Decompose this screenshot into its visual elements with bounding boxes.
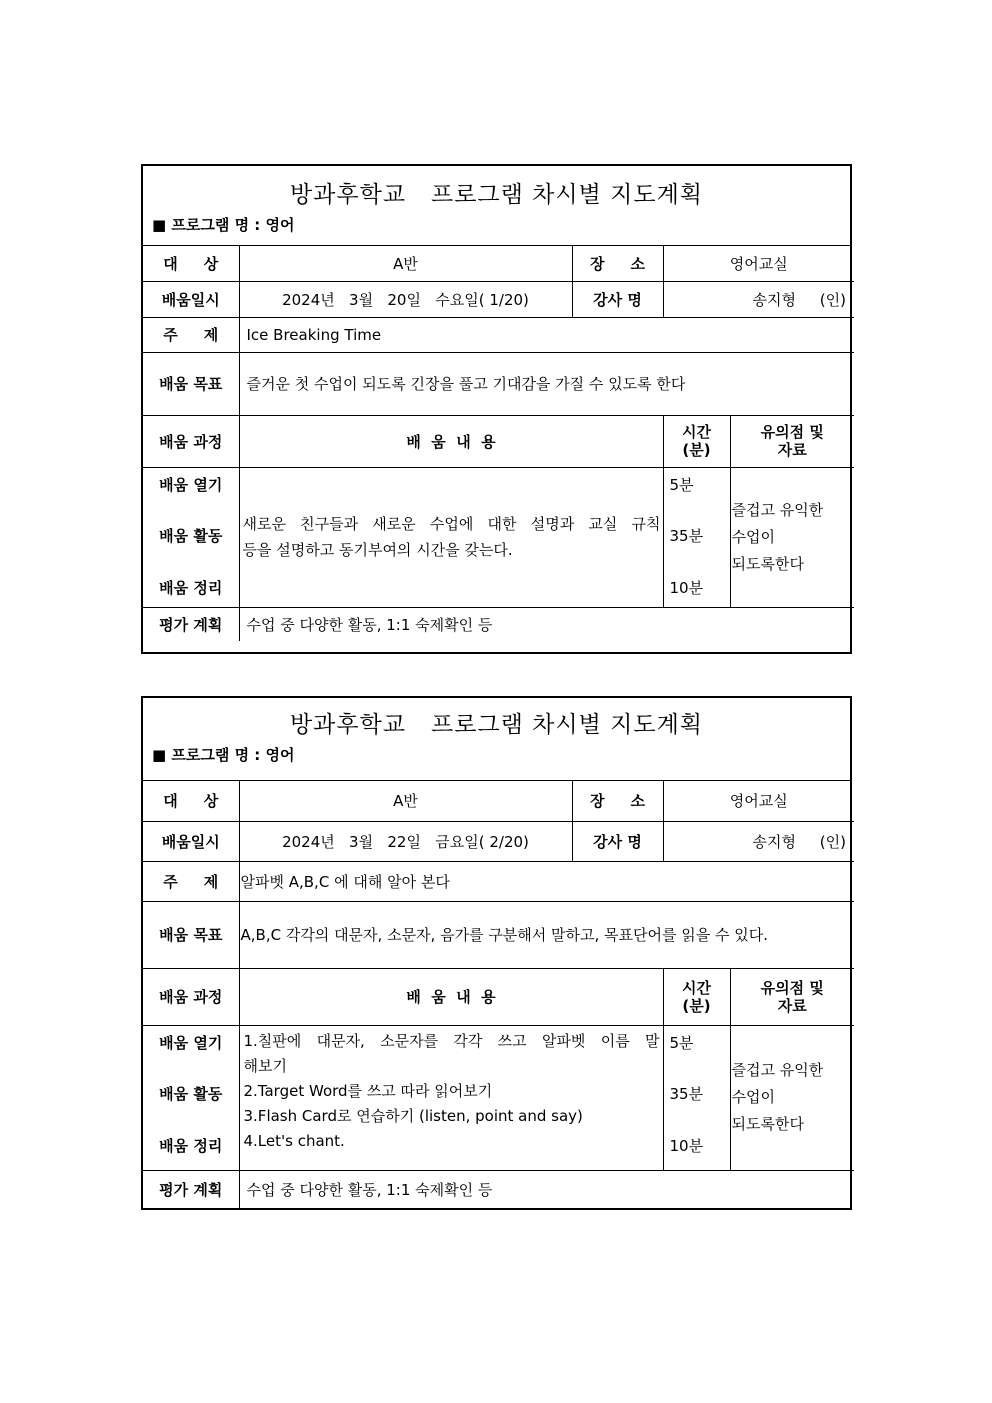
- notes-cell: [730, 1025, 854, 1170]
- topic-label: 주 제: [143, 317, 239, 352]
- content-line: 1.칠판에 대문자, 소문자를 각각 쓰고 알파벳 이름 말: [243, 1031, 660, 1050]
- time-label: 시간: [682, 423, 711, 441]
- teacher-value: 송지형 (인): [663, 821, 854, 861]
- eval-value: 수업 중 다양한 활동, 1:1 숙제확인 등: [239, 1170, 854, 1209]
- notes-label: 유의점 및: [760, 423, 824, 441]
- eval-value: 수업 중 다양한 활동, 1:1 숙제확인 등: [239, 607, 854, 641]
- stage-cell: [143, 467, 239, 607]
- notes-label-2: 자료: [777, 996, 807, 1015]
- notes-line: 되도록한다: [731, 554, 804, 573]
- program-name: ■ 프로그램 명 : 영어: [152, 216, 295, 234]
- time-cell: [663, 1025, 730, 1170]
- content-line: 등을 설명하고 동기부여의 시간을 갖는다.: [242, 541, 513, 559]
- content-line: 새로운 친구들과 새로운 수업에 대한 설명과 교실 규칙: [242, 515, 661, 533]
- lesson-plan-2: [141, 696, 852, 1210]
- notes-line: 즐겁고 유익한: [731, 500, 824, 519]
- place-value: 영어교실: [663, 246, 854, 281]
- lesson-plan-1: [141, 164, 852, 654]
- content-label: 배 움 내 용: [239, 968, 663, 1025]
- plan-header: [143, 166, 850, 246]
- notes-line: 수업이: [731, 527, 775, 546]
- eval-label: 평가 계획: [143, 607, 239, 641]
- time-header: [663, 968, 730, 1025]
- plan-table: [143, 781, 854, 1209]
- time-opening: 5분: [669, 475, 694, 494]
- notes-label-2: 자료: [777, 441, 807, 459]
- plan-header: [143, 698, 850, 781]
- date-value: 2024년 3월 20일 수요일( 1/20): [239, 281, 572, 317]
- target-label: 대 상: [143, 781, 239, 821]
- topic-value: 알파벳 A,B,C 에 대해 알아 본다: [239, 861, 854, 901]
- notes-cell: [730, 467, 854, 607]
- topic-label: 주 제: [143, 861, 239, 901]
- plan-table: [143, 246, 854, 641]
- goal-value: 즐거운 첫 수업이 되도록 긴장을 풀고 기대감을 가질 수 있도록 한다: [239, 352, 854, 415]
- notes-line: 수업이: [731, 1088, 775, 1106]
- content-line: 3.Flash Card로 연습하기 (listen, point and say): [243, 1106, 583, 1125]
- goal-value: A,B,C 각각의 대문자, 소문자, 음가를 구분해서 말하고, 목표단어를 읽을 수 있다.: [239, 901, 854, 968]
- content-line: 해보기: [243, 1056, 287, 1075]
- content-line: 4.Let's chant.: [243, 1131, 345, 1150]
- notes-header: [730, 968, 854, 1025]
- stage-opening: 배움 열기: [159, 1033, 223, 1052]
- content-line: 2.Target Word를 쓰고 따라 읽어보기: [243, 1081, 493, 1100]
- topic-value: Ice Breaking Time: [239, 317, 854, 352]
- time-closing: 10분: [669, 1136, 704, 1155]
- teacher-label: 강사 명: [572, 821, 663, 861]
- stage-closing: 배움 정리: [159, 578, 223, 597]
- time-unit-label: (분): [682, 996, 711, 1015]
- plan-title: 방과후학교 프로그램 차시별 지도계획: [289, 712, 704, 738]
- goal-label: 배움 목표: [143, 352, 239, 415]
- target-value: A반: [239, 246, 572, 281]
- stage-opening: 배움 열기: [159, 475, 223, 494]
- process-label: 배움 과정: [143, 968, 239, 1025]
- teacher-label: 강사 명: [572, 281, 663, 317]
- time-activity: 35분: [669, 527, 704, 545]
- notes-header: [730, 415, 854, 467]
- program-name: ■ 프로그램 명 : 영어: [152, 746, 295, 764]
- time-unit-label: (분): [682, 441, 711, 459]
- content-cell: [239, 1025, 663, 1170]
- place-value: 영어교실: [663, 781, 854, 821]
- time-closing: 10분: [669, 578, 704, 597]
- time-label: 시간: [682, 978, 711, 997]
- stage-cell: [143, 1025, 239, 1170]
- place-label: 장 소: [572, 781, 663, 821]
- target-label: 대 상: [143, 246, 239, 281]
- content-label: 배 움 내 용: [239, 415, 663, 467]
- stage-closing: 배움 정리: [159, 1136, 223, 1155]
- notes-line: 되도록한다: [731, 1115, 804, 1133]
- date-label: 배움일시: [143, 281, 239, 317]
- plan-title: 방과후학교 프로그램 차시별 지도계획: [289, 182, 704, 208]
- goal-label: 배움 목표: [143, 901, 239, 968]
- eval-label: 평가 계획: [143, 1170, 239, 1209]
- content-cell: [239, 467, 663, 607]
- notes-line: 즐겁고 유익한: [731, 1061, 824, 1079]
- date-label: 배움일시: [143, 821, 239, 861]
- process-label: 배움 과정: [143, 415, 239, 467]
- time-activity: 35분: [669, 1085, 704, 1103]
- stage-activity: 배움 활동: [159, 1085, 223, 1103]
- date-value: 2024년 3월 22일 금요일( 2/20): [239, 821, 572, 861]
- target-value: A반: [239, 781, 572, 821]
- teacher-value: 송지형 (인): [663, 281, 854, 317]
- place-label: 장 소: [572, 246, 663, 281]
- time-cell: [663, 467, 730, 607]
- stage-activity: 배움 활동: [159, 527, 223, 545]
- time-opening: 5분: [669, 1033, 694, 1052]
- notes-label: 유의점 및: [760, 978, 824, 997]
- time-header: [663, 415, 730, 467]
